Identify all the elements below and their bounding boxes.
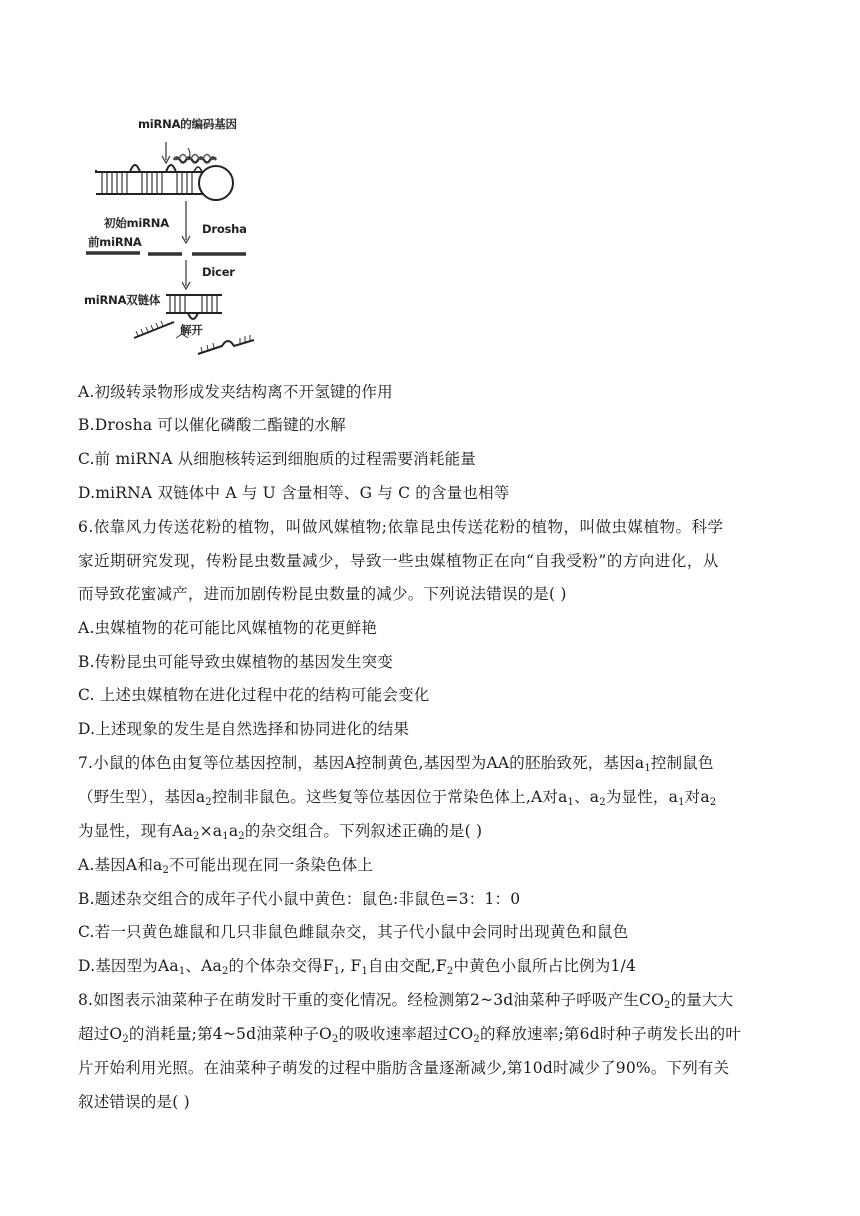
label-initial-mirna: 初始miRNA — [104, 216, 169, 230]
label-unwind: 解开 — [180, 323, 203, 337]
q6-stem-line-2: 家近期研究发现，传粉昆虫数量减少，导致一些虫媒植物正在向“自我受粉”的方向进化，从 — [78, 552, 719, 570]
q7-stem-line-3: 为显性，现有$Aa_2\times a_1a_2$的杂交组合。下列叙述正确的是( ) — [78, 822, 483, 842]
label-drosha: Drosha — [202, 222, 247, 236]
primary-mirna-hairpin — [96, 165, 233, 200]
q5-option-a: A.初级转录物形成发夹结构离不开氢键的作用 — [78, 383, 393, 401]
q7-stem-line-1: 7.小鼠的体色由复等位基因控制，基因A控制黄色,基因型为AA的胚胎致死，基因$a_1$控制鼠色 — [78, 754, 714, 774]
coding-gene-strand — [174, 158, 216, 163]
q5-option-c: C.前 miRNA 从细胞核转运到细胞质的过程需要消耗能量 — [78, 450, 476, 468]
q7-stem-line-2: （野生型），基因$a_2$控制非鼠色。这些复等位基因位于常染色体上,A对$a_1$、$a_2$为显性，$a_1$对$a_2$ — [78, 788, 717, 808]
q6-option-a: A.虫媒植物的花可能比风媒植物的花更鲜艳 — [78, 619, 378, 637]
q6-option-c: C. 上述虫媒植物在进化过程中花的结构可能会变化 — [78, 686, 430, 704]
unwound-strand-right — [198, 340, 254, 354]
q8-stem-line-2: 超过$O_2$的消耗量;第4~5d油菜种子$O_2$的吸收速率超过$CO_2$的释放速率;第6d时种子萌发长出的叶 — [78, 1025, 742, 1045]
q7-option-a: A.基因A和$a_2$不可能出现在同一条染色体上 — [78, 856, 374, 876]
label-dicer: Dicer — [202, 265, 235, 279]
label-mirna-duplex: miRNA双链体 — [84, 293, 161, 307]
q7-option-d: D.基因型为$Aa_1$、$Aa_2$的个体杂交得$F_1$, $F_1$自由交配$,F_2$中黄色小鼠所占比例为1/4 — [78, 957, 637, 977]
q8-stem-line-4: 叙述错误的是( ) — [78, 1093, 190, 1111]
unwound-strand-left — [134, 322, 174, 338]
label-pre-mirna: 前miRNA — [88, 235, 142, 249]
q5-option-d: D.miRNA 双链体中 A 与 U 含量相等、G 与 C 的含量也相等 — [78, 484, 510, 502]
q8-stem-line-3: 片开始利用光照。在油菜种子萌发的过程中脂肪含量逐渐减少,第10d时减少了90%。下列有关 — [78, 1059, 730, 1077]
q7-option-b: B.题述杂交组合的成年子代小鼠中黄色：鼠色:非鼠色=3：1：0 — [78, 890, 521, 908]
q6-option-b: B.传粉昆虫可能导致虫媒植物的基因发生突变 — [78, 653, 394, 671]
q8-stem-line-1: 8.如图表示油菜种子在萌发时干重的变化情况。经检测第2~3d油菜种子呼吸产生$CO_2$的量大大 — [78, 991, 734, 1011]
mirna-processing-diagram — [82, 108, 282, 360]
q7-option-c: C.若一只黄色雄鼠和几只非鼠色雌鼠杂交，其子代小鼠中会同时出现黄色和鼠色 — [78, 923, 629, 941]
q6-stem-line-3: 而导致花蜜减产，进而加剧传粉昆虫数量的减少。下列说法错误的是( ) — [78, 585, 567, 603]
mirna-duplex — [166, 295, 222, 319]
q6-stem-line-1: 6.依靠风力传送花粉的植物，叫做风媒植物;依靠昆虫传送花粉的植物，叫做虫媒植物。科学 — [78, 518, 724, 536]
q5-option-b: B.Drosha 可以催化磷酸二酯键的水解 — [78, 416, 346, 434]
q6-option-d: D.上述现象的发生是自然选择和协同进化的结果 — [78, 720, 410, 738]
label-coding-gene: miRNA的编码基因 — [138, 117, 237, 131]
